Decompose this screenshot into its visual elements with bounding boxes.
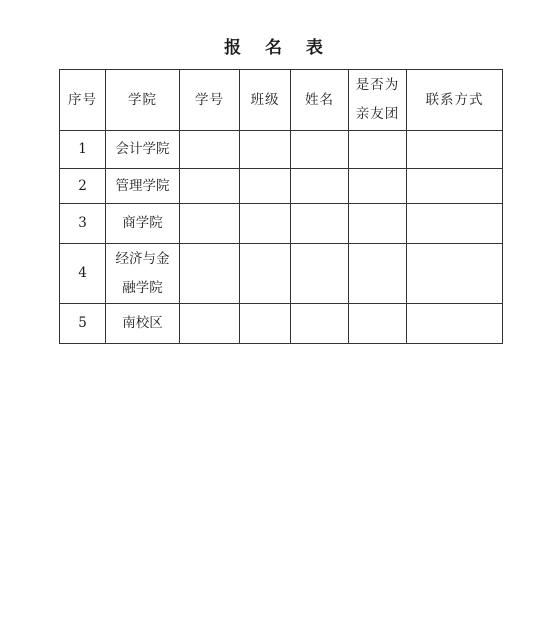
table-row [60, 304, 503, 344]
name-cell[interactable] [291, 244, 349, 304]
student-id-cell[interactable] [180, 131, 240, 169]
row-college [106, 244, 180, 304]
table-header-row [60, 70, 503, 131]
row-seq: 2 [60, 169, 106, 204]
class-cell[interactable] [240, 244, 291, 304]
contact-cell[interactable] [407, 304, 503, 344]
student-id-cell[interactable] [180, 244, 240, 304]
student-id-cell[interactable] [180, 304, 240, 344]
contact-cell[interactable] [407, 131, 503, 169]
row-college: 商学院 [106, 204, 180, 244]
class-cell[interactable] [240, 169, 291, 204]
row-college-label: 经济与金融学院 [115, 250, 170, 296]
name-cell[interactable] [291, 131, 349, 169]
registration-table [59, 69, 503, 344]
table-row [60, 244, 503, 304]
header-seq: 序号 [60, 70, 106, 131]
relative-group-cell[interactable] [349, 169, 407, 204]
header-college: 学院 [106, 70, 180, 131]
header-name: 姓名 [291, 70, 349, 131]
table-row [60, 131, 503, 169]
relative-group-cell[interactable] [349, 304, 407, 344]
student-id-cell[interactable] [180, 169, 240, 204]
name-cell[interactable] [291, 204, 349, 244]
name-cell[interactable] [291, 304, 349, 344]
row-college: 会计学院 [106, 131, 180, 169]
name-cell[interactable] [291, 169, 349, 204]
student-id-cell[interactable] [180, 204, 240, 244]
table-row [60, 169, 503, 204]
class-cell[interactable] [240, 204, 291, 244]
class-cell[interactable] [240, 131, 291, 169]
header-student-id: 学号 [180, 70, 240, 131]
row-seq: 5 [60, 304, 106, 344]
contact-cell[interactable] [407, 244, 503, 304]
contact-cell[interactable] [407, 169, 503, 204]
relative-group-cell[interactable] [349, 244, 407, 304]
relative-group-cell[interactable] [349, 131, 407, 169]
row-seq: 4 [60, 244, 106, 304]
form-title: 报 名 表 [224, 38, 332, 58]
relative-group-cell[interactable] [349, 204, 407, 244]
header-relative-group [349, 70, 407, 131]
contact-cell[interactable] [407, 204, 503, 244]
class-cell[interactable] [240, 304, 291, 344]
row-college: 南校区 [106, 304, 180, 344]
row-seq: 3 [60, 204, 106, 244]
row-college: 管理学院 [106, 169, 180, 204]
header-relative-group-label: 是否为亲友团 [355, 77, 400, 122]
header-class: 班级 [240, 70, 291, 131]
row-seq: 1 [60, 131, 106, 169]
table-row [60, 204, 503, 244]
header-contact: 联系方式 [407, 70, 503, 131]
